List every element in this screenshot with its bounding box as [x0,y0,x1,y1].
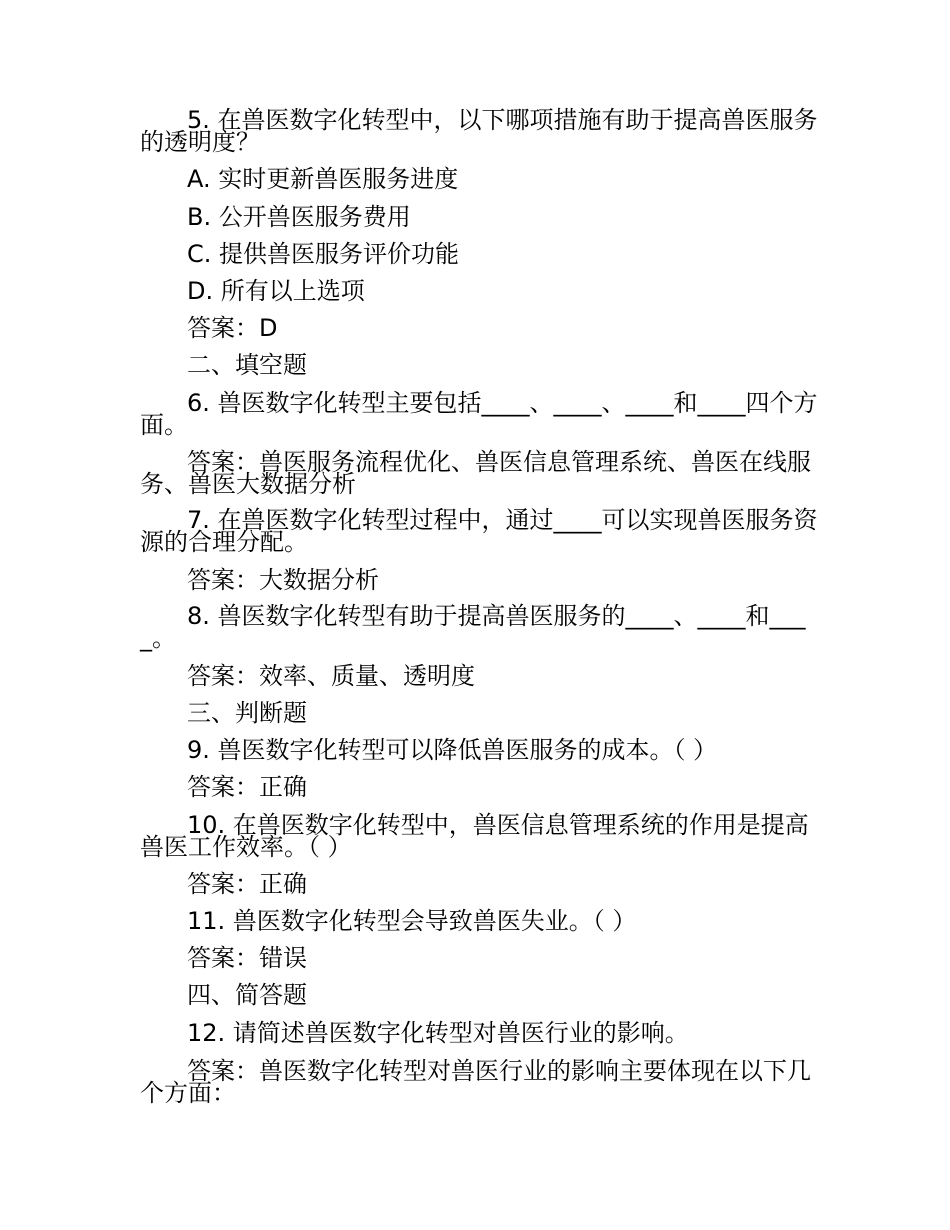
question-10: 10. 在兽医数字化转型中，兽医信息管理系统的作用是提高兽医工作效率。（ ） [140,811,809,861]
option-a: A. 实时更新兽医服务进度 [187,165,459,193]
answer-9: 答案：正确 [187,773,307,801]
section-short-answer: 四、简答题 [187,981,307,1009]
answer-6: 答案：兽医服务流程优化、兽医信息管理系统、兽医在线服务、兽医大数据分析 [140,448,811,498]
question-8: 8. 兽医数字化转型有助于提高兽医服务的____、____和____。 [140,602,806,652]
answer-10: 答案：正确 [187,870,307,898]
answer-12: 答案：兽医数字化转型对兽医行业的影响主要体现在以下几个方面： [140,1057,811,1107]
question-5: 5. 在兽医数字化转型中，以下哪项措施有助于提高兽医服务的透明度？ [140,106,818,156]
question-9: 9. 兽医数字化转型可以降低兽医服务的成本。（ ） [187,736,718,764]
question-11: 11. 兽医数字化转型会导致兽医失业。（ ） [187,907,637,935]
section-true-false: 三、判断题 [187,699,307,727]
option-d: D. 所有以上选项 [187,277,365,305]
answer-5: 答案：D [187,314,278,342]
question-7: 7. 在兽医数字化转型过程中，通过____可以实现兽医服务资源的合理分配。 [140,506,818,556]
section-fill-in: 二、填空题 [187,351,307,379]
answer-11: 答案：错误 [187,944,307,972]
option-c: C. 提供兽医服务评价功能 [187,240,460,268]
answer-7: 答案：大数据分析 [187,566,379,594]
question-6: 6. 兽医数字化转型主要包括____、____、____和____四个方面。 [140,389,818,439]
answer-8: 答案：效率、质量、透明度 [187,662,475,690]
option-b: B. 公开兽医服务费用 [187,203,411,231]
question-12: 12. 请简述兽医数字化转型对兽医行业的影响。 [187,1019,689,1047]
